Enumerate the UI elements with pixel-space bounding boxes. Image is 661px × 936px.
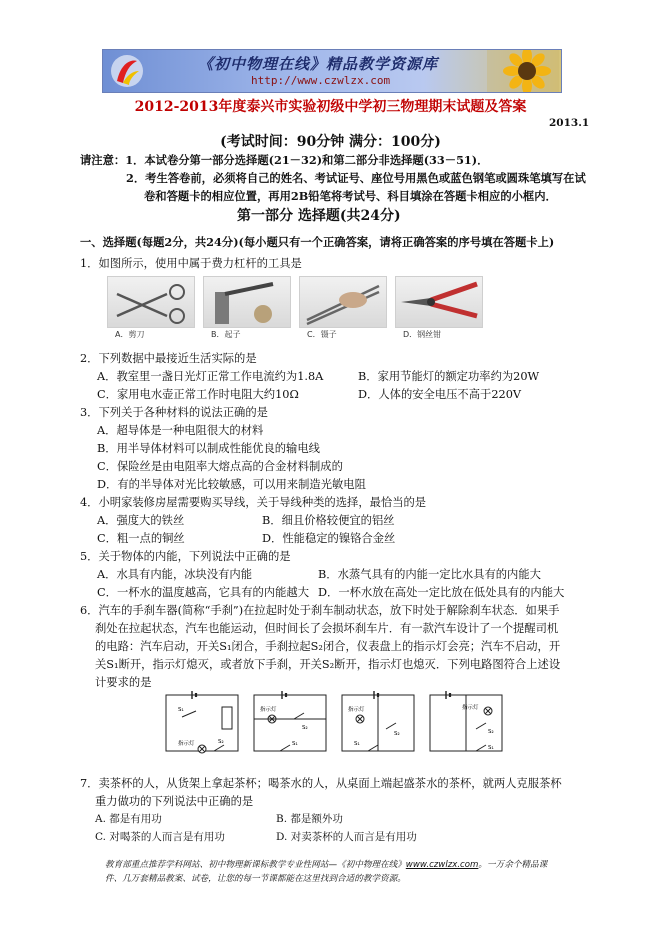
circuit-a xyxy=(162,689,242,757)
figure-tweezers xyxy=(299,276,387,340)
page-footer xyxy=(105,858,547,886)
footer-text-a: 教育部重点推荐学科网站、初中物理新课标教学专业性网站—《初中物理在线》 xyxy=(105,860,406,870)
figure-caption: B．起子 xyxy=(211,330,241,339)
question-3-option-a: A．超导体是一种电阻很大的材料 xyxy=(97,424,264,437)
figure-scissors xyxy=(107,276,195,340)
figure-caption: A．剪刀 xyxy=(115,330,145,339)
question-7-option-a: A. 都是有用功 xyxy=(95,813,162,825)
figure-caption: C．镊子 xyxy=(307,330,337,339)
question-7-line-2: 重力做功的下列说法中正确的是 xyxy=(95,795,254,808)
footer-line-2: 件、几万套精品教案、试卷，让您的每一节课都能在这里找到合适的教学资源。 xyxy=(105,874,406,884)
question-6-circuit-diagrams xyxy=(162,689,507,759)
site-logo-icon xyxy=(109,53,145,89)
lamp-label: 指示灯 xyxy=(260,707,277,713)
question-7-option-c: C. 对喝茶的人而言是有用功 xyxy=(95,831,225,843)
question-5-option-b: B．水蒸气具有的内能一定比水具有的内能大 xyxy=(318,568,541,581)
lamp-label: 指示灯 xyxy=(462,705,479,711)
question-4-option-c: C．粗一点的铜丝 xyxy=(97,532,185,545)
note-line-3: 卷和答题卡的相应位置，再用2B铅笔将考试号、科目填涂在答题卡相应的小框内． xyxy=(144,189,557,203)
question-2-option-c: C．家用电水壶正常工作时电阻大约10Ω xyxy=(97,388,299,401)
switch-s2-label: S₂ xyxy=(218,739,224,745)
banner-url[interactable]: http://www.czwlzx.com xyxy=(251,74,391,87)
question-6-line-5: 计要求的是 xyxy=(95,676,152,689)
banner-title: 《初中物理在线》精品教学资源库 xyxy=(198,55,439,73)
question-3-option-d: D．有的半导体对光比较敏感，可以用来制造光敏电阻 xyxy=(97,478,366,491)
question-2-stem: 2．下列数据中最接近生活实际的是 xyxy=(80,352,257,365)
question-4-stem: 4．小明家装修房屋需要购买导线，关于导线种类的选择，最恰当的是 xyxy=(80,496,427,509)
figure-bottle-opener xyxy=(203,276,291,340)
footer-line-1 xyxy=(105,858,547,872)
pliers-icon xyxy=(395,276,483,328)
question-2-option-b: B．家用节能灯的额定功率约为20W xyxy=(358,370,540,383)
question-7-line-1: 7．卖茶杯的人，从货架上拿起茶杯；喝茶水的人，从桌面上端起盛茶水的茶杯，就两人克服茶杯 xyxy=(80,777,562,790)
switch-s2-label: S₂ xyxy=(302,725,308,731)
question-6-line-4: 关S₁断开，指示灯熄灭，或者放下手刹，开关S₂断开，指示灯也熄灭．下列电路图符合上述设 xyxy=(95,658,561,671)
question-6-line-3: 的电路：汽车启动，开关S₁闭合，手刹拉起S₂闭合，仪表盘上的指示灯会亮；汽车不启动，开 xyxy=(95,640,561,653)
scissors-icon xyxy=(107,276,195,328)
question-6-line-1: 6．汽车的手刹车器(简称“手刹”)在拉起时处于刹车制动状态，放下时处于解除刹车状态．如果手 xyxy=(80,604,560,617)
figure-pliers xyxy=(395,276,483,340)
exam-date: 2013.1 xyxy=(549,117,590,129)
footer-text-b: 。一万余个精品课 xyxy=(478,860,548,870)
part-one-heading: 第一部分 选择题(共24分) xyxy=(237,208,401,224)
exam-title: 2012-2013年度泰兴市实验初级中学初三物理期末试题及答案 xyxy=(134,99,527,115)
header-banner xyxy=(102,49,562,93)
question-3-option-c: C．保险丝是由电阻率大熔点高的合金材料制成的 xyxy=(97,460,343,473)
question-3-stem: 3．下列关于各种材料的说法正确的是 xyxy=(80,406,268,419)
sunflower-icon xyxy=(487,49,559,93)
question-5-stem: 5．关于物体的内能，下列说法中正确的是 xyxy=(80,550,291,563)
switch-s1-label: S₁ xyxy=(292,741,298,747)
question-4-option-a: A．强度大的铁丝 xyxy=(97,514,185,527)
circuit-d xyxy=(426,689,506,757)
question-4-option-b: B．细且价格较便宜的铝丝 xyxy=(262,514,395,527)
switch-s1-label: S₁ xyxy=(354,741,360,747)
question-5-option-a: A．水具有内能，冰块没有内能 xyxy=(97,568,253,581)
question-5-option-d: D．一杯水放在高处一定比放在低处具有的内能大 xyxy=(318,586,565,599)
question-7-option-d: D. 对卖茶杯的人而言是有用功 xyxy=(276,831,417,843)
question-7-option-b: B. 都是额外功 xyxy=(276,813,343,825)
switch-s2-label: S₂ xyxy=(394,731,400,737)
exam-time-score: (考试时间：90分钟 满分：100分) xyxy=(220,134,441,150)
question-2-option-a: A．教室里一盏日光灯正常工作电流约为1.8A xyxy=(97,370,324,383)
question-2-option-d: D．人体的安全电压不高于220V xyxy=(358,388,522,401)
lamp-label: 指示灯 xyxy=(178,741,195,747)
footer-site-link[interactable]: www.czwlzx.com xyxy=(405,860,479,870)
circuit-c xyxy=(338,689,418,757)
section-one-heading: 一、选择题(每题2分，共24分)(每小题只有一个正确答案，请将正确答案的序号填在答题卡上) xyxy=(80,235,555,249)
circuit-b xyxy=(250,689,330,757)
lamp-label: 指示灯 xyxy=(348,707,365,713)
bottle-opener-icon xyxy=(203,276,291,328)
question-6-line-2: 刹处在拉起状态，汽车也能运动，但时间长了会损坏刹车片．有一款汽车设计了一个提醒司机 xyxy=(95,622,559,635)
question-3-option-b: B．用半导体材料可以制成性能优良的输电线 xyxy=(97,442,320,455)
switch-s1-label: S₁ xyxy=(178,707,184,713)
tweezers-icon xyxy=(299,276,387,328)
question-5-option-c: C．一杯水的温度越高，它具有的内能越大 xyxy=(97,586,309,599)
note-line-2: 2．考生答卷前，必须将自己的姓名、考试证号、座位号用黑色或蓝色钢笔或圆珠笔填写在试 xyxy=(126,171,586,185)
note-line-1: 请注意：1．本试卷分第一部分选择题(21－32)和第二部分非选择题(33－51)． xyxy=(80,153,489,167)
switch-s2-label: S₂ xyxy=(488,729,494,735)
figure-caption: D．钢丝钳 xyxy=(403,330,442,339)
question-4-option-d: D．性能稳定的镍铬合金丝 xyxy=(262,532,396,545)
question-1-stem: 1．如图所示，使用中属于费力杠杆的工具是 xyxy=(80,257,302,270)
question-1-figures xyxy=(107,276,483,340)
switch-s1-label: S₁ xyxy=(488,745,494,751)
